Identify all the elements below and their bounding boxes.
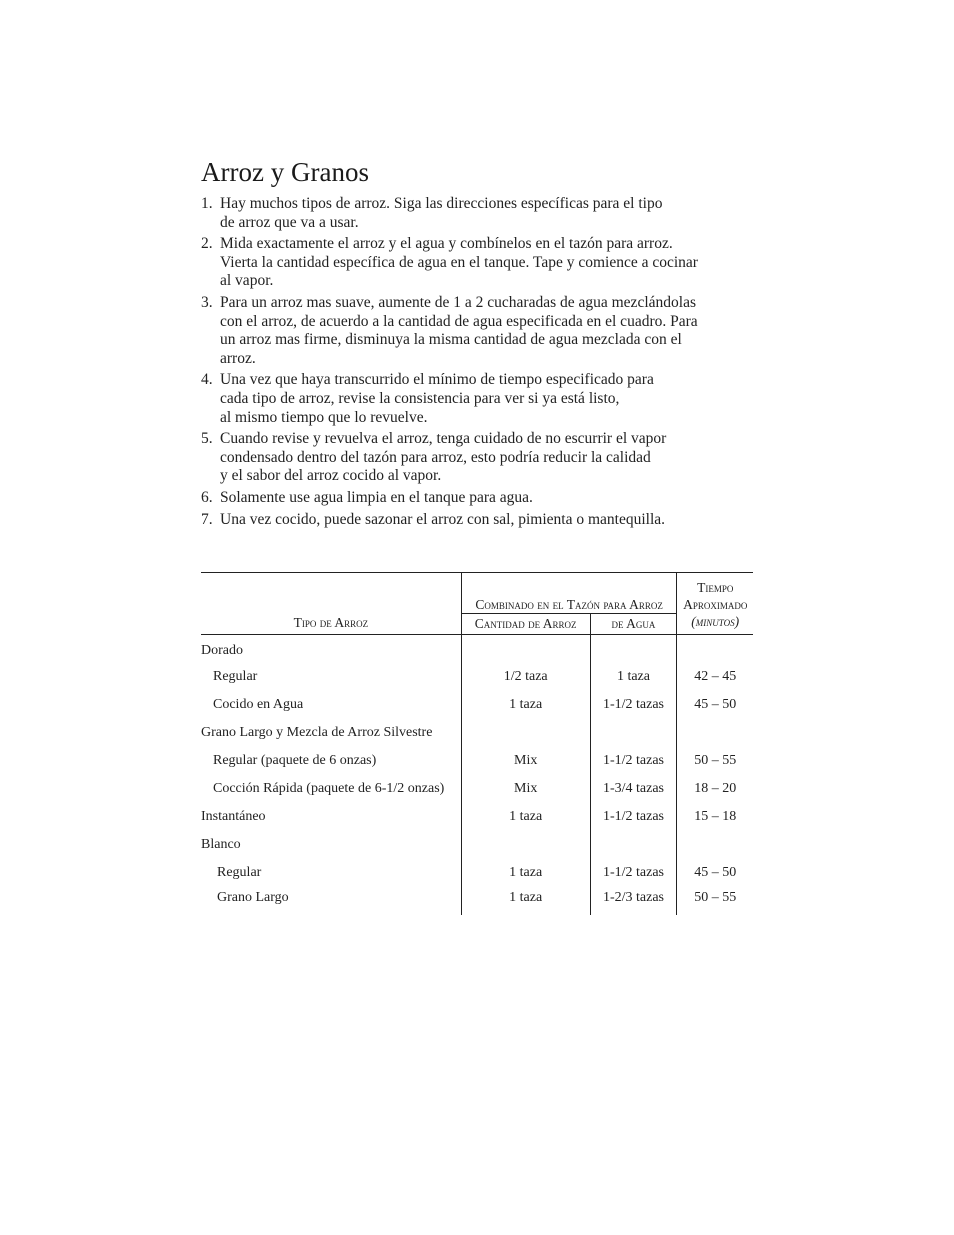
step-text-line: de arroz que va a usar. xyxy=(220,213,359,231)
rice-quantity-cell xyxy=(461,635,590,663)
table-row xyxy=(201,831,753,859)
rice-type-cell: Grano Largo xyxy=(217,889,289,905)
step-number: 2. xyxy=(201,235,213,253)
instruction-step xyxy=(201,195,761,232)
water-quantity-cell xyxy=(590,635,677,663)
table-row xyxy=(201,691,753,719)
table-row xyxy=(201,803,753,831)
rice-type-cell: Dorado xyxy=(201,642,243,658)
step-text-line: arroz. xyxy=(220,349,256,367)
rice-quantity-cell: Mix xyxy=(461,775,590,803)
water-quantity-cell xyxy=(590,719,677,747)
instruction-step xyxy=(201,371,761,427)
rice-type-cell: Regular xyxy=(213,668,258,684)
instruction-step xyxy=(201,430,761,486)
cook-time-cell xyxy=(677,635,753,663)
water-quantity-cell: 1-1/2 tazas xyxy=(590,691,677,719)
instruction-step xyxy=(201,511,761,530)
cook-time-cell: 18 – 20 xyxy=(677,775,753,803)
rice-quantity-cell xyxy=(461,719,590,747)
step-text-line: al vapor. xyxy=(220,272,274,290)
header-time-line2: Aproximado xyxy=(683,597,748,612)
page-title: Arroz y Granos xyxy=(201,157,369,187)
table-row xyxy=(201,775,753,803)
step-text-line: condensado dentro del tazón para arroz, esto podría reducir la calidad xyxy=(220,448,651,466)
header-type xyxy=(201,573,461,635)
header-type-label: Tipo de Arroz xyxy=(293,614,369,630)
water-quantity-cell: 1-1/2 tazas xyxy=(590,747,677,775)
rice-quantity-cell xyxy=(461,831,590,859)
rice-quantity-cell: 1/2 taza xyxy=(461,663,590,691)
step-number: 6. xyxy=(201,488,213,506)
step-number: 4. xyxy=(201,371,213,389)
cook-time-cell: 45 – 50 xyxy=(677,691,753,719)
instruction-step xyxy=(201,294,761,368)
water-quantity-cell: 1 taza xyxy=(590,663,677,691)
table-row xyxy=(201,859,753,887)
rice-quantity-cell: 1 taza xyxy=(461,859,590,887)
step-text-line: Hay muchos tipos de arroz. Siga las direcciones específicas para el tipo xyxy=(220,195,663,212)
step-text-line: con el arroz, de acuerdo a la cantidad de agua especificada en el cuadro. Para xyxy=(220,312,698,330)
cook-time-cell: 45 – 50 xyxy=(677,859,753,887)
rice-type-cell: Blanco xyxy=(201,836,241,852)
water-quantity-cell: 1-1/2 tazas xyxy=(590,859,677,887)
step-text-line: Para un arroz mas suave, aumente de 1 a 2 cucharadas de agua mezclándolas xyxy=(220,293,696,311)
step-number: 5. xyxy=(201,430,213,448)
step-text-line: Solamente use agua limpia en el tanque para agua. xyxy=(220,488,533,506)
rice-type-cell: Regular (paquete de 6 onzas) xyxy=(213,752,377,768)
step-text-line: y el sabor del arroz cocido al vapor. xyxy=(220,467,442,485)
step-text-line: Una vez que haya transcurrido el mínimo de tiempo especificado para xyxy=(220,371,654,389)
step-number: 1. xyxy=(201,195,213,212)
instruction-step xyxy=(201,235,761,291)
step-text-line: Cuando revise y revuelva el arroz, tenga cuidado de no escurrir el vapor xyxy=(220,430,667,448)
table-row xyxy=(201,719,753,747)
rice-quantity-cell: 1 taza xyxy=(461,887,590,915)
header-time-unit: (minutos) xyxy=(691,614,740,629)
step-text-line: cada tipo de arroz, revise la consistencia para ver si ya está listo, xyxy=(220,389,620,407)
rice-type-cell: Cocido en Agua xyxy=(213,696,304,712)
table-row xyxy=(201,747,753,775)
rice-type-cell: Instantáneo xyxy=(201,808,266,824)
instructions-list xyxy=(201,195,761,532)
rice-quantity-cell: 1 taza xyxy=(461,803,590,831)
header-combined: Combinado en el Tazón para Arroz xyxy=(461,573,677,614)
rice-cooking-table xyxy=(201,572,753,915)
header-time-line1: Tiempo xyxy=(697,580,734,595)
table-body xyxy=(201,635,753,915)
header-rice-qty: Cantidad de Arroz xyxy=(461,614,590,635)
cook-time-cell: 50 – 55 xyxy=(677,887,753,915)
water-quantity-cell xyxy=(590,831,677,859)
water-quantity-cell: 1-2/3 tazas xyxy=(590,887,677,915)
step-text-line: Mida exactamente el arroz y el agua y combínelos en el tazón para arroz. xyxy=(220,235,673,253)
cook-time-cell: 15 – 18 xyxy=(677,803,753,831)
rice-type-cell: Grano Largo y Mezcla de Arroz Silvestre xyxy=(201,724,433,740)
step-text-line: un arroz mas firme, disminuya la misma cantidad de agua mezclada con el xyxy=(220,331,682,349)
table-row xyxy=(201,635,753,663)
water-quantity-cell: 1-3/4 tazas xyxy=(590,775,677,803)
rice-type-cell: Regular xyxy=(217,864,262,880)
step-number: 7. xyxy=(201,510,213,528)
cook-time-cell: 42 – 45 xyxy=(677,663,753,691)
header-water: de Agua xyxy=(590,614,677,635)
cook-time-cell xyxy=(677,831,753,859)
table-row xyxy=(201,663,753,691)
cook-time-cell: 50 – 55 xyxy=(677,747,753,775)
step-text-line: Vierta la cantidad específica de agua en el tanque. Tape y comience a cocinar xyxy=(220,253,698,271)
table-row xyxy=(201,887,753,915)
step-text-line: al mismo tiempo que lo revuelve. xyxy=(220,408,428,426)
step-number: 3. xyxy=(201,293,213,311)
instruction-step xyxy=(201,489,761,508)
header-time xyxy=(677,573,753,635)
cook-time-cell xyxy=(677,719,753,747)
rice-quantity-cell: 1 taza xyxy=(461,691,590,719)
rice-type-cell: Cocción Rápida (paquete de 6-1/2 onzas) xyxy=(213,780,445,796)
rice-quantity-cell: Mix xyxy=(461,747,590,775)
step-text-line: Una vez cocido, puede sazonar el arroz con sal, pimienta o mantequilla. xyxy=(220,510,666,528)
water-quantity-cell: 1-1/2 tazas xyxy=(590,803,677,831)
